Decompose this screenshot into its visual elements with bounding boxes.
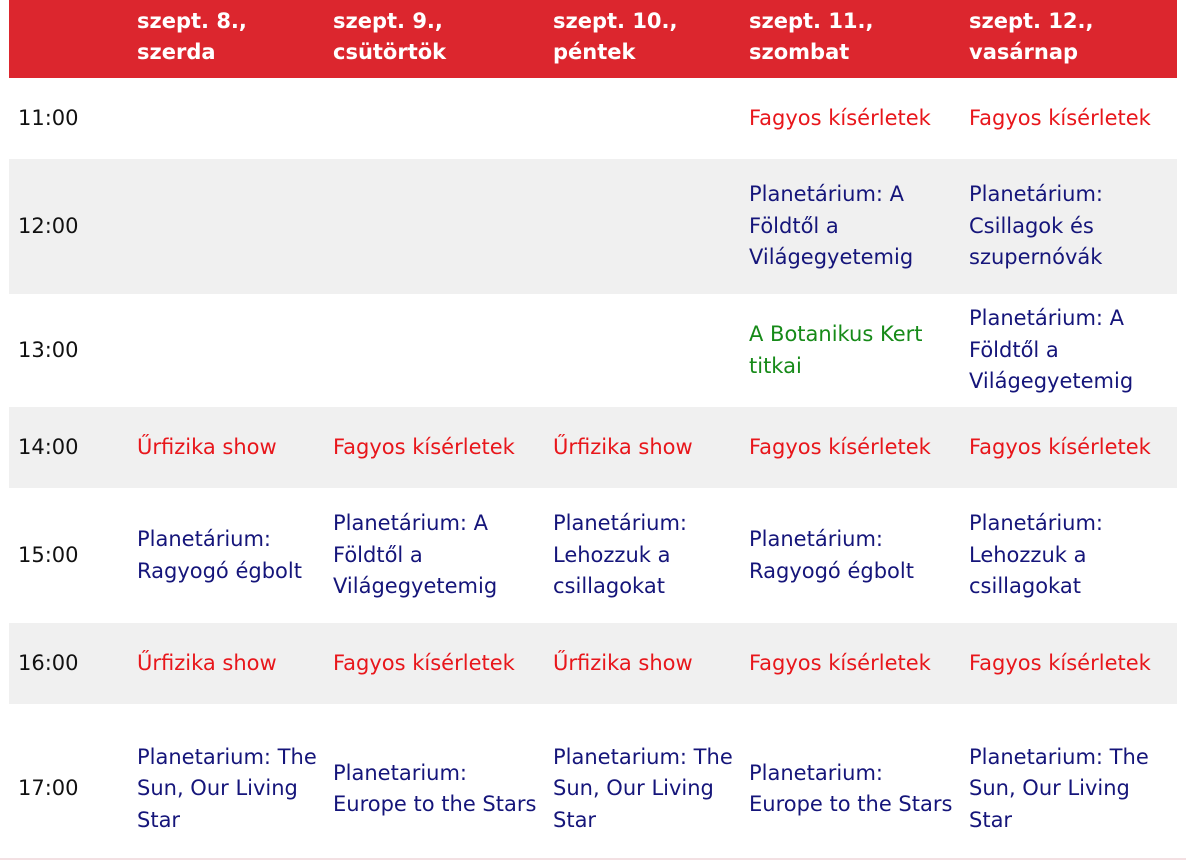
event-cell [544,78,740,159]
table-row [9,407,1177,488]
time-slot-cell: 15:00 [18,542,79,567]
event-schedule-table [9,0,1177,860]
day-header-szept-10 [544,0,740,78]
event-cell [324,159,544,294]
day-header-weekday: szombat [749,40,850,64]
table-row [9,488,1177,623]
event-cell: Planetárium: A Földtől a Világegyetemig [969,306,1134,394]
header-corner-cell [9,0,128,78]
event-cell: Fagyos kísérletek [969,105,1151,130]
event-cell: Planetárium: A Földtől a Világegyetemig [333,511,498,599]
event-cell [324,294,544,407]
day-header-weekday: csütörtök [333,40,447,64]
event-cell: Planetarium: The Sun, Our Living Star [553,744,733,832]
event-cell [128,159,324,294]
time-slot-cell: 12:00 [18,213,79,238]
event-cell [544,159,740,294]
event-cell: Planetárium: A Földtől a Világegyetemig [749,182,914,270]
day-header-szept-9 [324,0,544,78]
event-cell: Planetarium: The Sun, Our Living Star [969,744,1149,832]
event-cell: Planetárium: Csillagok és szupernóvák [969,182,1104,270]
day-header-date: szept. 10., [553,9,678,33]
time-slot-cell: 14:00 [18,434,79,459]
schedule-header-row [9,0,1177,78]
day-header-szept-11 [740,0,960,78]
day-header-szept-8 [128,0,324,78]
event-cell: Űrfizika show [137,650,277,675]
event-cell: Fagyos kísérletek [749,650,931,675]
time-slot-cell: 16:00 [18,650,79,675]
table-row [9,704,1177,860]
time-slot-cell: 11:00 [18,105,79,130]
event-cell: A Botanikus Kert titkai [749,322,923,378]
event-cell: Planetárium: Ragyogó égbolt [749,527,914,583]
table-row [9,294,1177,407]
event-cell: Fagyos kísérletek [749,105,931,130]
event-cell: Planetárium: Ragyogó égbolt [137,527,302,583]
event-cell [128,78,324,159]
event-cell: Űrfizika show [137,434,277,459]
day-header-weekday: péntek [553,40,636,64]
day-header-date: szept. 9., [333,9,443,33]
day-header-weekday: szerda [137,40,216,64]
table-row [9,159,1177,294]
time-slot-cell: 17:00 [18,776,79,801]
event-cell: Planetarium: Europe to the Stars [333,760,537,816]
table-row [9,78,1177,159]
day-header-szept-12 [960,0,1177,78]
event-cell: Fagyos kísérletek [969,650,1151,675]
event-cell [324,78,544,159]
day-header-date: szept. 8., [137,9,247,33]
day-header-weekday: vasárnap [969,40,1079,64]
event-cell: Űrfizika show [553,434,693,459]
table-row [9,623,1177,704]
day-header-date: szept. 11., [749,9,874,33]
event-cell: Fagyos kísérletek [333,650,515,675]
event-cell: Planetárium: Lehozzuk a csillagokat [969,511,1104,599]
event-cell: Fagyos kísérletek [333,434,515,459]
event-cell: Planetarium: The Sun, Our Living Star [137,744,317,832]
event-cell: Planetárium: Lehozzuk a csillagokat [553,511,688,599]
event-cell: Fagyos kísérletek [969,434,1151,459]
event-cell [128,294,324,407]
event-cell: Űrfizika show [553,650,693,675]
event-cell [544,294,740,407]
event-cell: Fagyos kísérletek [749,434,931,459]
time-slot-cell: 13:00 [18,337,79,362]
day-header-date: szept. 12., [969,9,1094,33]
event-cell: Planetarium: Europe to the Stars [749,760,953,816]
